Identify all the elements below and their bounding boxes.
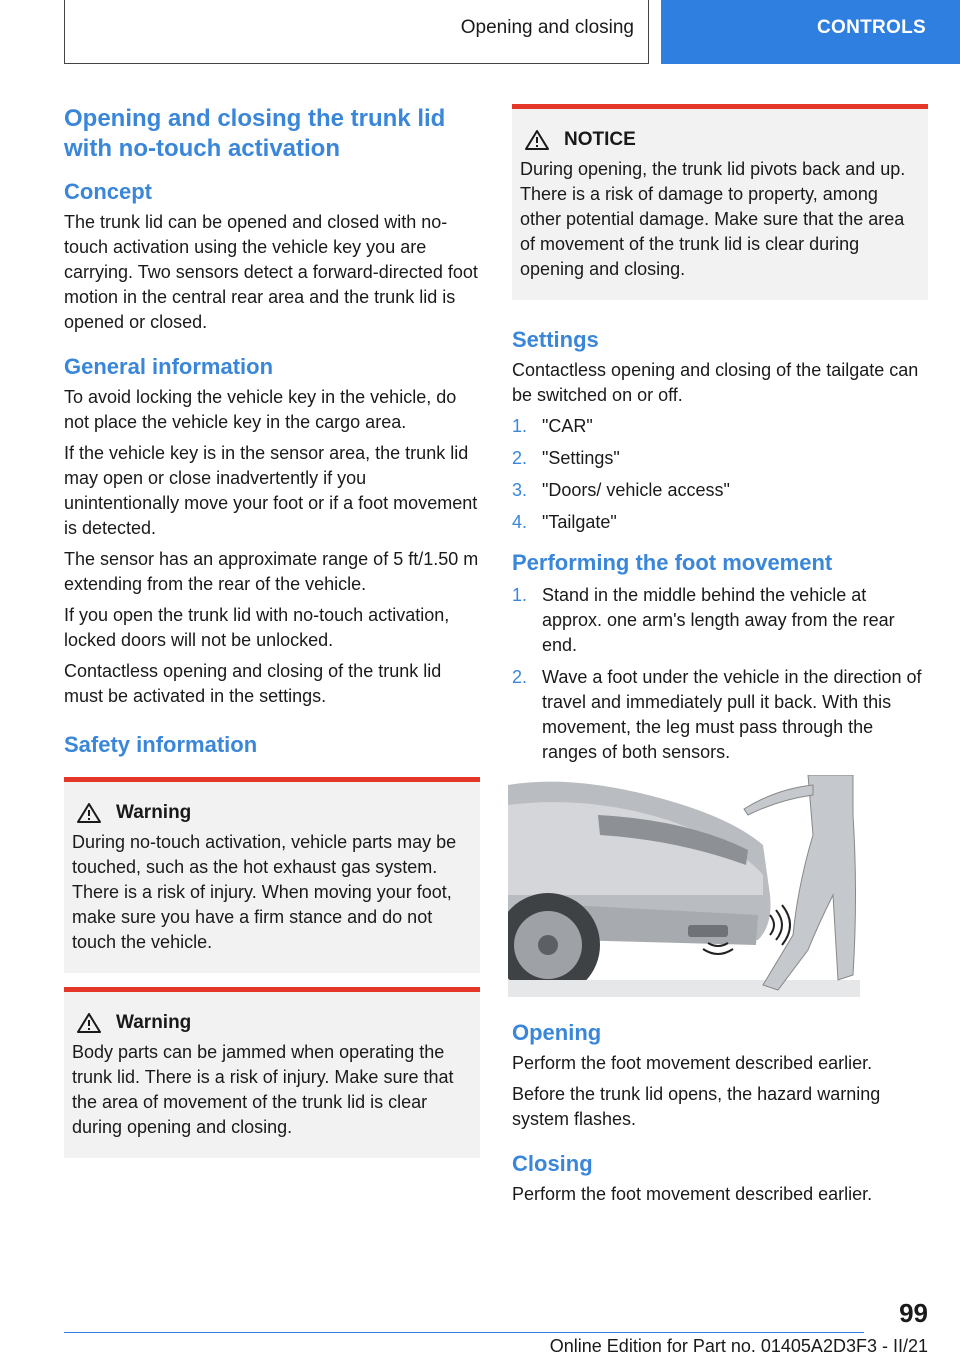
general-paragraph: Contactless opening and closing of the trunk lid must be activated in the settings. xyxy=(64,661,442,706)
warning-text: Body parts can be jammed when operating the trunk lid. There is a risk of injury. Make sure that the area of movement of the trunk lid is clear during opening and closing. xyxy=(72,1042,454,1137)
warning-box xyxy=(64,777,480,973)
edition-label: Online Edition for Part no. 01405A2D3F3 - II/21 xyxy=(549,1336,928,1356)
chapter-tab xyxy=(661,0,960,64)
list-item xyxy=(512,478,928,503)
settings-text: Contactless opening and closing of the tailgate can be switched on or off. xyxy=(512,360,919,405)
notice-title: NOTICE xyxy=(564,129,636,150)
step-text: "Tailgate" xyxy=(542,512,617,532)
list-item xyxy=(512,665,928,765)
step-text: Stand in the middle behind the vehicle at approx. one arm's length away from the rear end. xyxy=(542,585,895,655)
warning-title-row xyxy=(72,1012,472,1034)
step-text: "Settings" xyxy=(542,448,620,468)
section-header xyxy=(64,0,649,64)
section-title: Opening and closing xyxy=(460,16,634,38)
list-item xyxy=(512,510,928,535)
warning-title: Warning xyxy=(116,802,192,823)
list-item xyxy=(512,583,928,658)
settings-heading: Settings xyxy=(512,327,599,352)
warning-text: During no-touch activation, vehicle parts may be touched, such as the hot exhaust gas system. There is a risk of injury. When moving your foot, make sure you have a firm stance and do not touch the vehicle. xyxy=(72,832,457,952)
step-number: 1. xyxy=(512,416,528,436)
opening-heading: Opening xyxy=(512,1020,602,1045)
concept-heading: Concept xyxy=(64,179,152,204)
general-paragraph: If you open the trunk lid with no-touch activation, locked doors will not be unlocked. xyxy=(64,605,450,650)
notice-title-row xyxy=(520,129,920,151)
list-item xyxy=(512,446,928,471)
closing-heading: Closing xyxy=(512,1151,593,1176)
step-text: Wave a foot under the vehicle in the direction of travel and immediately pull it back. With this movement, the leg must pass through the ranges of both sensors. xyxy=(542,667,922,762)
step-number: 2. xyxy=(512,448,528,468)
closing-text: Perform the foot movement described earlier. xyxy=(512,1184,873,1204)
right-column xyxy=(512,100,928,1213)
warning-triangle-icon xyxy=(76,802,102,824)
settings-steps xyxy=(512,414,928,535)
safety-heading: Safety information xyxy=(64,732,258,757)
step-number: 1. xyxy=(512,585,528,605)
general-paragraph: To avoid locking the vehicle key in the vehicle, do not place the vehicle key in the cargo area. xyxy=(64,387,457,432)
opening-text: Before the trunk lid opens, the hazard warning system flashes. xyxy=(512,1084,881,1129)
chapter-title: CONTROLS xyxy=(816,17,926,38)
notice-box xyxy=(512,104,928,300)
page-number: 99 xyxy=(899,1298,928,1328)
foot-movement-illustration xyxy=(508,775,860,997)
concept-text: The trunk lid can be opened and closed with no-touch activation using the vehicle key you are carrying. Two sensors detect a forward-directed foot motion in the central rear area and the trunk lid is opened or closed. xyxy=(64,212,478,332)
left-column xyxy=(64,100,480,1172)
general-paragraph: The sensor has an approximate range of 5 ft/1.50 m extending from the rear of the vehicle. xyxy=(64,549,479,594)
warning-title: Warning xyxy=(116,1012,192,1033)
footer-divider xyxy=(64,1332,864,1333)
warning-triangle-icon xyxy=(524,129,550,151)
step-number: 2. xyxy=(512,667,528,687)
step-text: "Doors/ vehicle access" xyxy=(542,480,730,500)
warning-triangle-icon xyxy=(76,1012,102,1034)
step-number: 4. xyxy=(512,512,528,532)
notice-text: During opening, the trunk lid pivots back and up. There is a risk of damage to property, among other potential damage. Make sure that the area of movement of the trunk lid is clear during opening and closing. xyxy=(520,159,906,279)
opening-text: Perform the foot movement described earlier. xyxy=(512,1053,873,1073)
foot-movement-heading: Performing the foot movement xyxy=(512,550,833,575)
warning-title-row xyxy=(72,802,472,824)
list-item xyxy=(512,414,928,439)
foot-steps xyxy=(512,583,928,765)
general-heading: General information xyxy=(64,354,274,379)
warning-box xyxy=(64,987,480,1158)
general-paragraph: If the vehicle key is in the sensor area, the trunk lid may open or close inadvertently if you unintentionally move your foot or if a foot movement is detected. xyxy=(64,443,478,538)
page-title: Opening and closing the trunk lid with no-touch activation xyxy=(64,105,446,162)
step-text: "CAR" xyxy=(542,416,593,436)
step-number: 3. xyxy=(512,480,528,500)
